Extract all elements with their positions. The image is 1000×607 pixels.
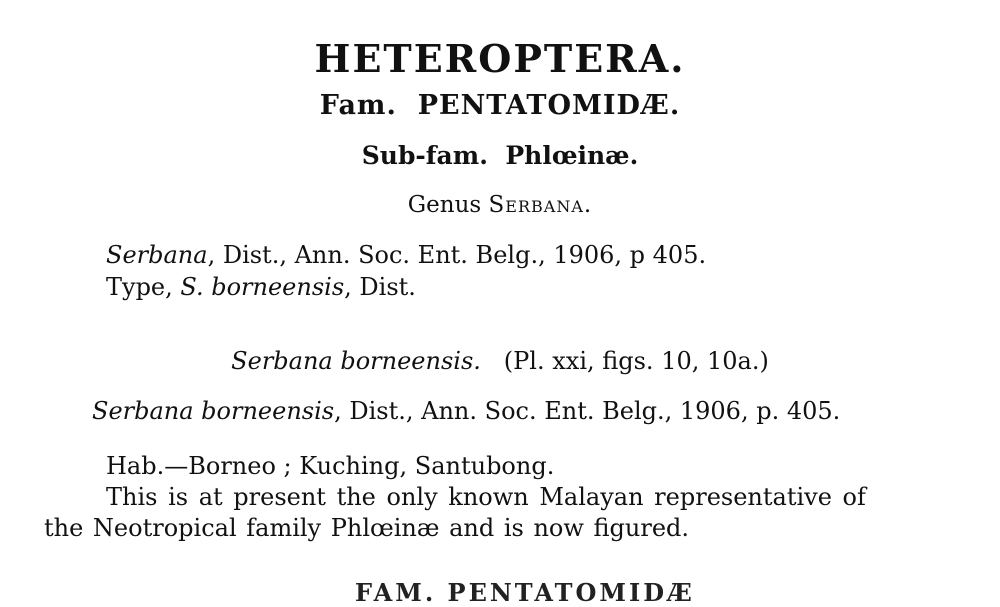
genus-name: Serbana.	[488, 192, 593, 218]
cutoff-heading: FAM. PENTATOMIDÆ	[355, 578, 695, 607]
plate-reference: (Pl. xxi, figs. 10, 10a.)	[503, 347, 769, 375]
species-heading	[0, 347, 1000, 375]
species-citation-text: , Dist., Ann. Soc. Ent. Belg., 1906, p. 405.	[334, 397, 841, 425]
species-name: Serbana borneensis.	[231, 347, 481, 375]
habitat-line: Hab.—Borneo ; Kuching, Santubong.	[106, 452, 555, 480]
subfamily-heading	[0, 141, 1000, 170]
family-name: PENTATOMIDÆ.	[417, 90, 681, 121]
subfamily-prefix: Sub-fam.	[361, 141, 488, 170]
type-suffix: , Dist.	[344, 273, 416, 301]
type-species-name: S. borneensis	[180, 273, 345, 301]
genus-citation	[106, 241, 706, 269]
genus-heading	[0, 192, 1000, 218]
type-prefix: Type,	[106, 273, 181, 301]
family-prefix: Fam.	[319, 90, 397, 121]
note-line-2: the Neotropical family Phlœinæ and is now figured.	[44, 514, 690, 542]
species-citation-name: Serbana borneensis	[92, 397, 335, 425]
order-heading: HETEROPTERA.	[314, 36, 686, 81]
genus-citation-name: Serbana	[106, 241, 208, 269]
genus-citation-text: , Dist., Ann. Soc. Ent. Belg., 1906, p 405.	[207, 241, 707, 269]
note-line-1: This is at present the only known Malayan representative of	[106, 483, 866, 511]
family-heading	[0, 90, 1000, 121]
subfamily-name: Phlœinæ.	[505, 141, 639, 170]
genus-prefix: Genus	[407, 192, 482, 218]
type-species-line	[106, 273, 416, 301]
species-citation	[92, 397, 840, 425]
